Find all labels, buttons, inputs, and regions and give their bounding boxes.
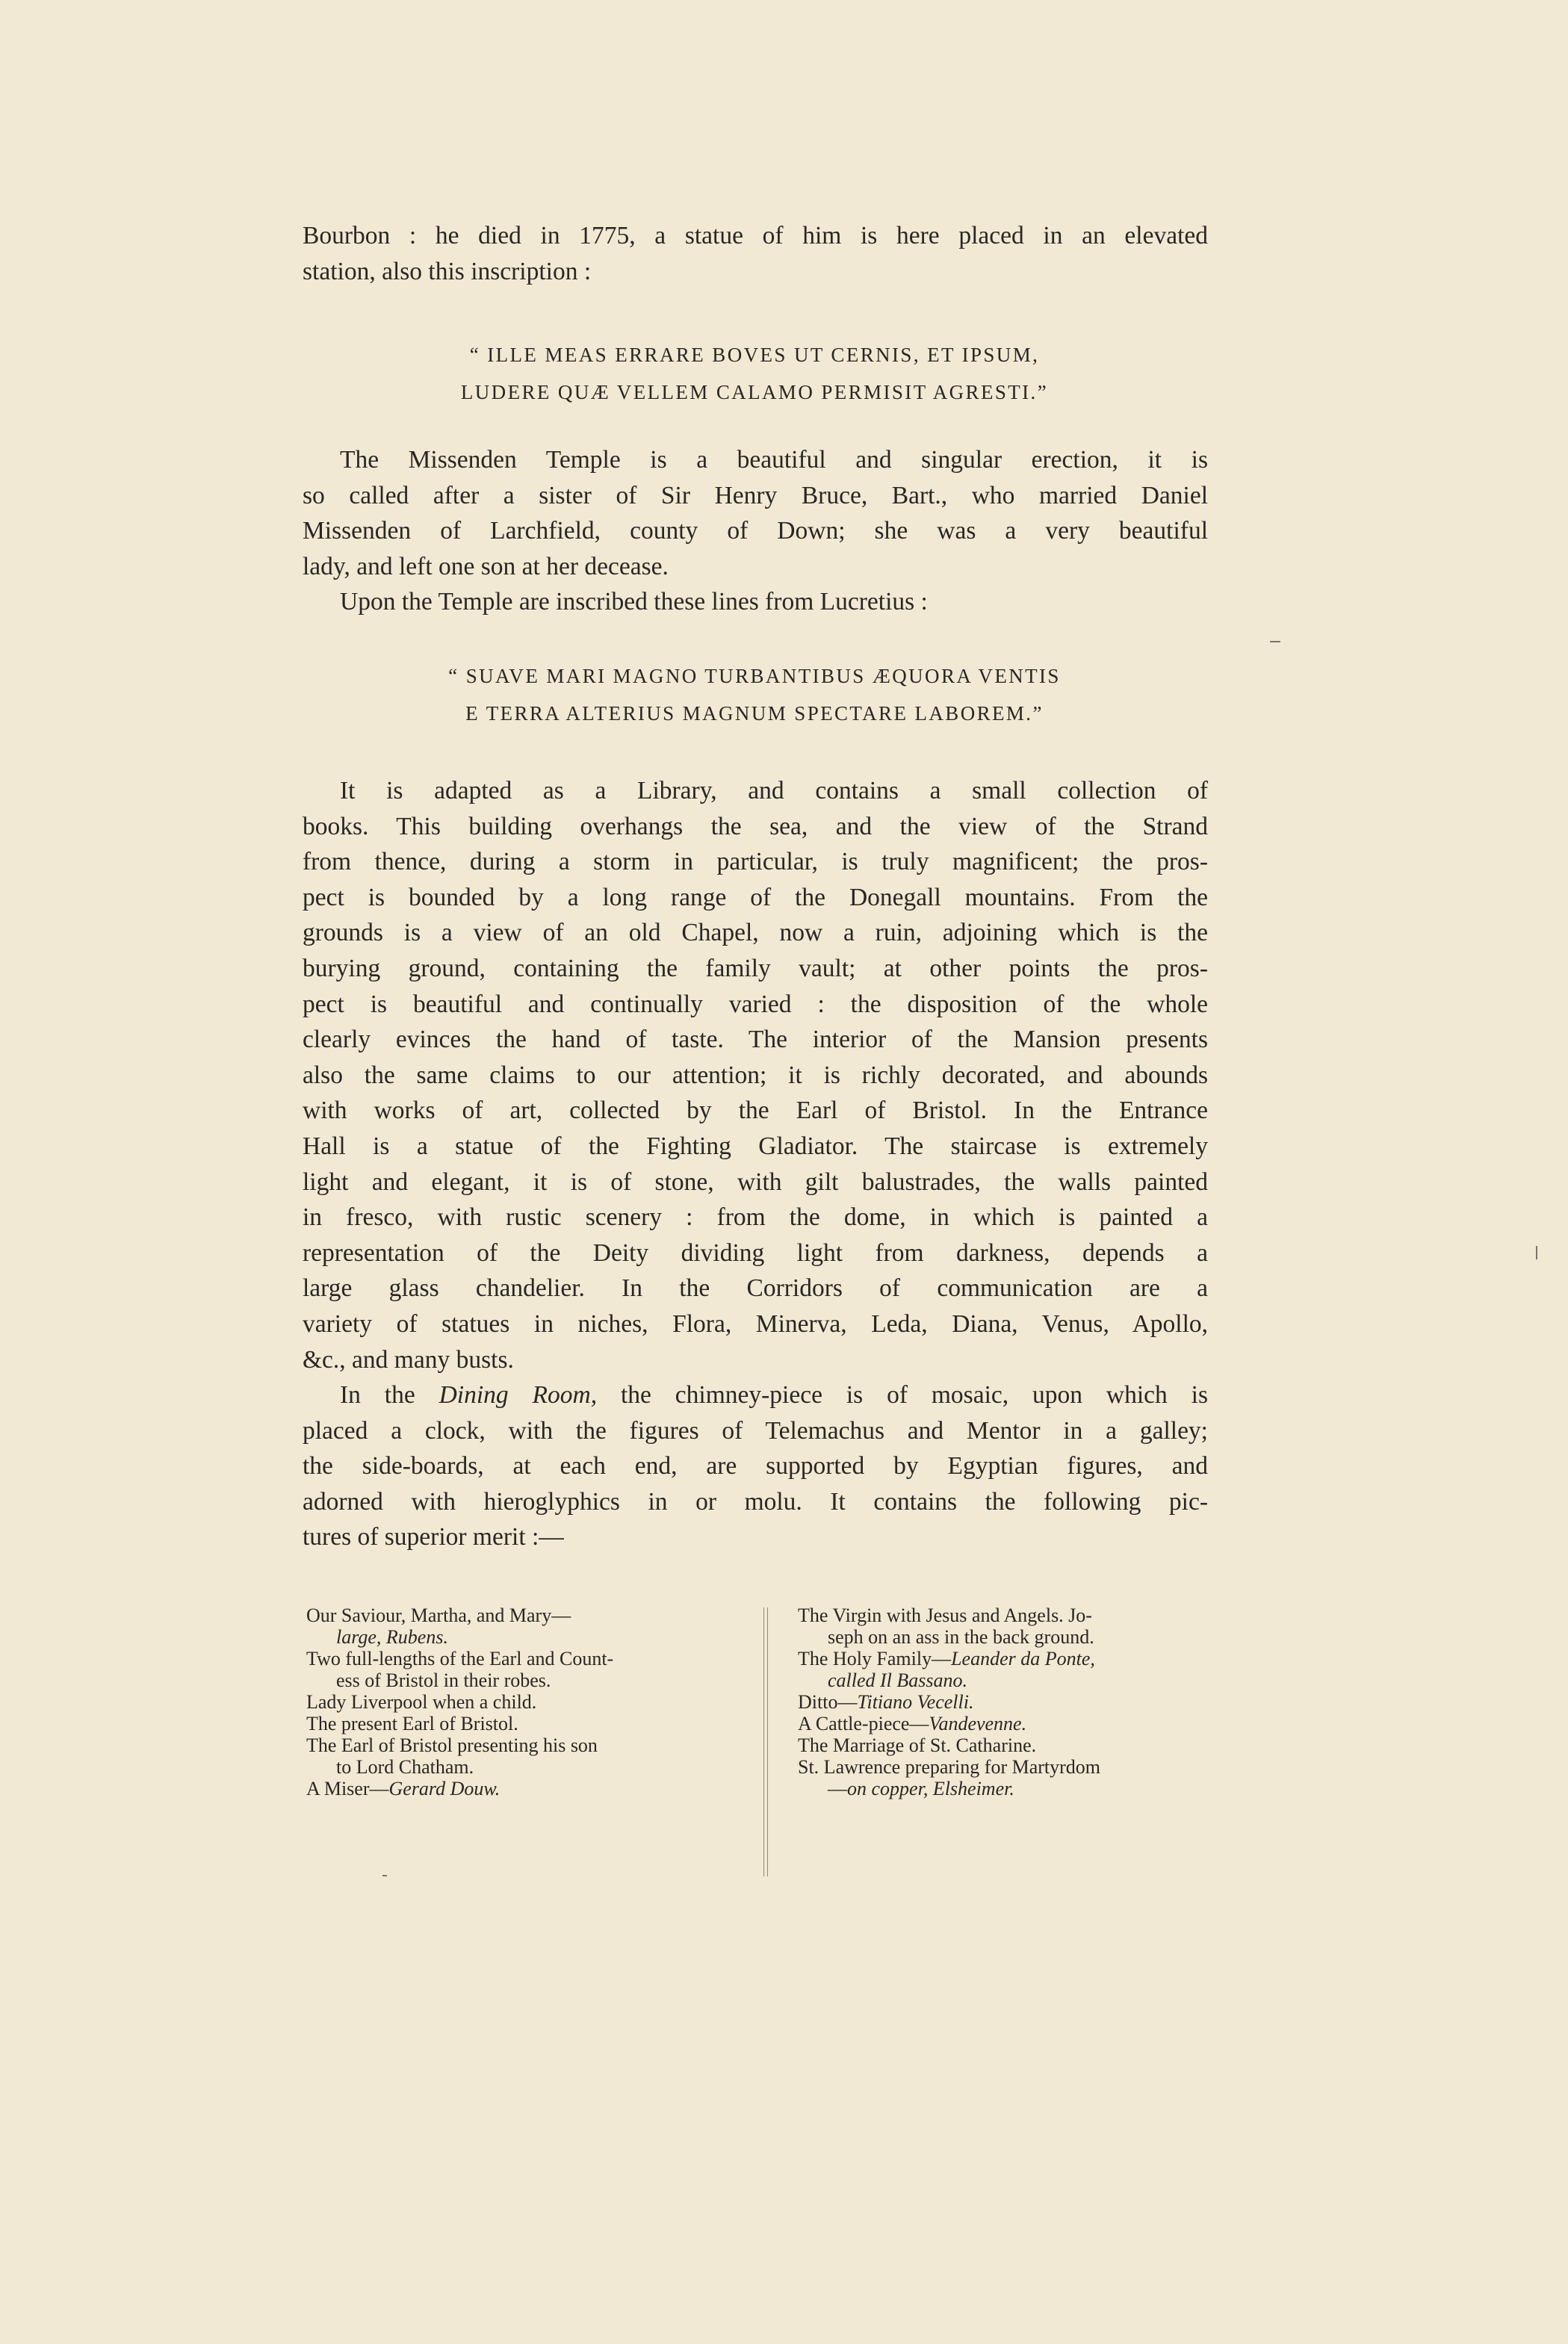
picture-continuation — [798, 1669, 1225, 1691]
quote-line: “ ILLE MEAS ERRARE BOVES UT CERNIS, ET IPSUM, — [469, 344, 1040, 366]
print-mark — [1536, 1246, 1537, 1259]
picture-artist: Vandevenne. — [929, 1713, 1027, 1734]
text-line: variety of statues in niches, Flora, Minerva, Leda, Diana, Venus, Apollo, — [303, 1309, 1208, 1338]
text-line: in fresco, with rustic scenery : from the dome, in which is painted a — [303, 1203, 1208, 1232]
picture-entry — [306, 1778, 734, 1799]
text-line: tures of superior merit :— — [303, 1523, 564, 1551]
inscription-virgil — [351, 336, 1158, 411]
text-line: adorned with hieroglyphics in or molu. It contains the following pic- — [303, 1487, 1208, 1516]
picture-title: The Marriage of St. Catharine. — [798, 1734, 1037, 1756]
text-line: clearly evinces the hand of taste. The interior of the Mansion presents — [303, 1026, 1208, 1054]
paragraph-missenden-temple — [303, 442, 1208, 620]
picture-title: The Virgin with Jesus and Angels. Jo- — [798, 1604, 1092, 1626]
picture-entry — [306, 1648, 734, 1691]
picture-artist: called Il Bassano. — [828, 1669, 968, 1691]
paragraph-bourbon — [303, 218, 1208, 289]
picture-title: Lady Liverpool when a child. — [306, 1691, 537, 1713]
text-line: Missenden of Larchfield, county of Down; she was a very beautiful — [303, 517, 1208, 545]
picture-artist: Titiano Vecelli. — [857, 1691, 974, 1713]
picture-entry — [798, 1604, 1225, 1648]
text-line: pect is beautiful and continually varied : the disposition of the whole — [303, 990, 1208, 1018]
picture-continuation-text: to Lord Chatham. — [336, 1756, 474, 1778]
picture-entry — [306, 1713, 734, 1734]
picture-entry — [798, 1734, 1225, 1756]
text-line: the side-boards, at each end, are supported by Egyptian figures, and — [303, 1452, 1208, 1480]
picture-continuation — [306, 1626, 734, 1648]
quote-line: “ SUAVE MARI MAGNO TURBANTIBUS ÆQUORA VENTIS — [448, 665, 1061, 687]
picture-title: The Holy Family— — [798, 1648, 952, 1669]
picture-continuation — [306, 1669, 734, 1691]
picture-artist: large, Rubens. — [336, 1626, 448, 1648]
picture-artist: Leander da Ponte, — [951, 1648, 1095, 1669]
text-run: the chimney-piece is of mosaic, upon which is — [597, 1381, 1208, 1410]
picture-title: Ditto— — [798, 1691, 858, 1713]
text-line: books. This building overhangs the sea, and the view of the Strand — [303, 812, 1208, 840]
quote-line: LUDERE QUÆ VELLEM CALAMO PERMISIT AGRESTI.” — [460, 381, 1049, 403]
picture-entry — [798, 1648, 1225, 1691]
picture-title: Two full-lengths of the Earl and Count- — [306, 1648, 614, 1669]
picture-continuation — [798, 1626, 1225, 1648]
picture-entry — [306, 1691, 734, 1713]
text-line: grounds is a view of an old Chapel, now a ruin, adjoining which is the — [303, 919, 1208, 947]
text-line: large glass chandelier. In the Corridors of communication are a — [303, 1274, 1208, 1303]
text-line: &c., and many busts. — [303, 1345, 514, 1374]
picture-entry — [798, 1713, 1225, 1734]
pictures-list-left — [306, 1604, 734, 1876]
text-line: also the same claims to our attention; it is richly decorated, and abounds — [303, 1061, 1208, 1089]
text-line: Bourbon : he died in 1775, a statue of him is here placed in an elevated — [303, 222, 1208, 249]
pictures-list-right — [798, 1604, 1225, 1876]
text-line: burying ground, containing the family vault; at other points the pros- — [303, 954, 1208, 982]
picture-artist: Gerard Douw. — [388, 1778, 501, 1799]
picture-continuation-text: — — [828, 1778, 847, 1799]
picture-entry — [798, 1756, 1225, 1799]
picture-continuation-text: seph on an ass in the back ground. — [828, 1626, 1094, 1648]
quote-line: E TERRA ALTERIUS MAGNUM SPECTARE LABOREM.” — [465, 702, 1044, 725]
text-line: station, also this inscription : — [303, 257, 592, 285]
text-line: pect is bounded by a long range of the Donegall mountains. From the — [303, 883, 1208, 911]
text-line: Hall is a statue of the Fighting Gladiator. The staircase is extremely — [303, 1132, 1208, 1160]
text-line: placed a clock, with the figures of Telemachus and Mentor in a galley; — [303, 1416, 1208, 1445]
picture-title: The present Earl of Bristol. — [306, 1713, 518, 1734]
text-line: It is adapted as a Library, and contains a small collection of — [340, 777, 1208, 804]
picture-title: The Earl of Bristol presenting his son — [306, 1734, 598, 1756]
text-line: so called after a sister of Sir Henry Bruce, Bart., who married Daniel — [303, 481, 1208, 509]
picture-artist: on copper, Elsheimer. — [847, 1778, 1014, 1799]
text-line: with works of art, collected by the Earl of Bristol. In the Entrance — [303, 1097, 1208, 1125]
picture-title: A Miser— — [306, 1778, 389, 1799]
inscription-lucretius — [351, 657, 1158, 732]
text-line: light and elegant, it is of stone, with gilt balustrades, the walls painted — [303, 1168, 1208, 1196]
text-line: The Missenden Temple is a beautiful and singular erection, it is — [340, 446, 1208, 474]
picture-continuation — [798, 1778, 1225, 1799]
picture-title: St. Lawrence preparing for Martyrdom — [798, 1756, 1101, 1778]
picture-entry — [798, 1691, 1225, 1713]
print-mark — [1270, 641, 1280, 642]
text-line: representation of the Deity dividing light from darkness, depends a — [303, 1238, 1208, 1267]
column-divider — [763, 1607, 768, 1876]
picture-title: Our Saviour, Martha, and Mary— — [306, 1604, 571, 1626]
pictures-list — [306, 1604, 1225, 1876]
text-line: Upon the Temple are inscribed these lines from Lucretius : — [340, 588, 928, 616]
text-line-dining-room — [303, 1377, 1208, 1413]
picture-entry — [306, 1604, 734, 1648]
picture-title: A Cattle-piece— — [798, 1713, 929, 1734]
text-line: lady, and left one son at her decease. — [303, 552, 669, 580]
print-mark — [382, 1875, 387, 1876]
picture-continuation — [306, 1756, 734, 1778]
text-line: from thence, during a storm in particular, is truly magnificent; the pros- — [303, 848, 1208, 876]
dining-room-label: Dining Room, — [439, 1381, 598, 1410]
picture-continuation-text: ess of Bristol in their robes. — [336, 1669, 551, 1691]
paragraph-library — [303, 773, 1208, 1555]
picture-entry — [306, 1734, 734, 1778]
text-run: In the — [340, 1381, 439, 1410]
